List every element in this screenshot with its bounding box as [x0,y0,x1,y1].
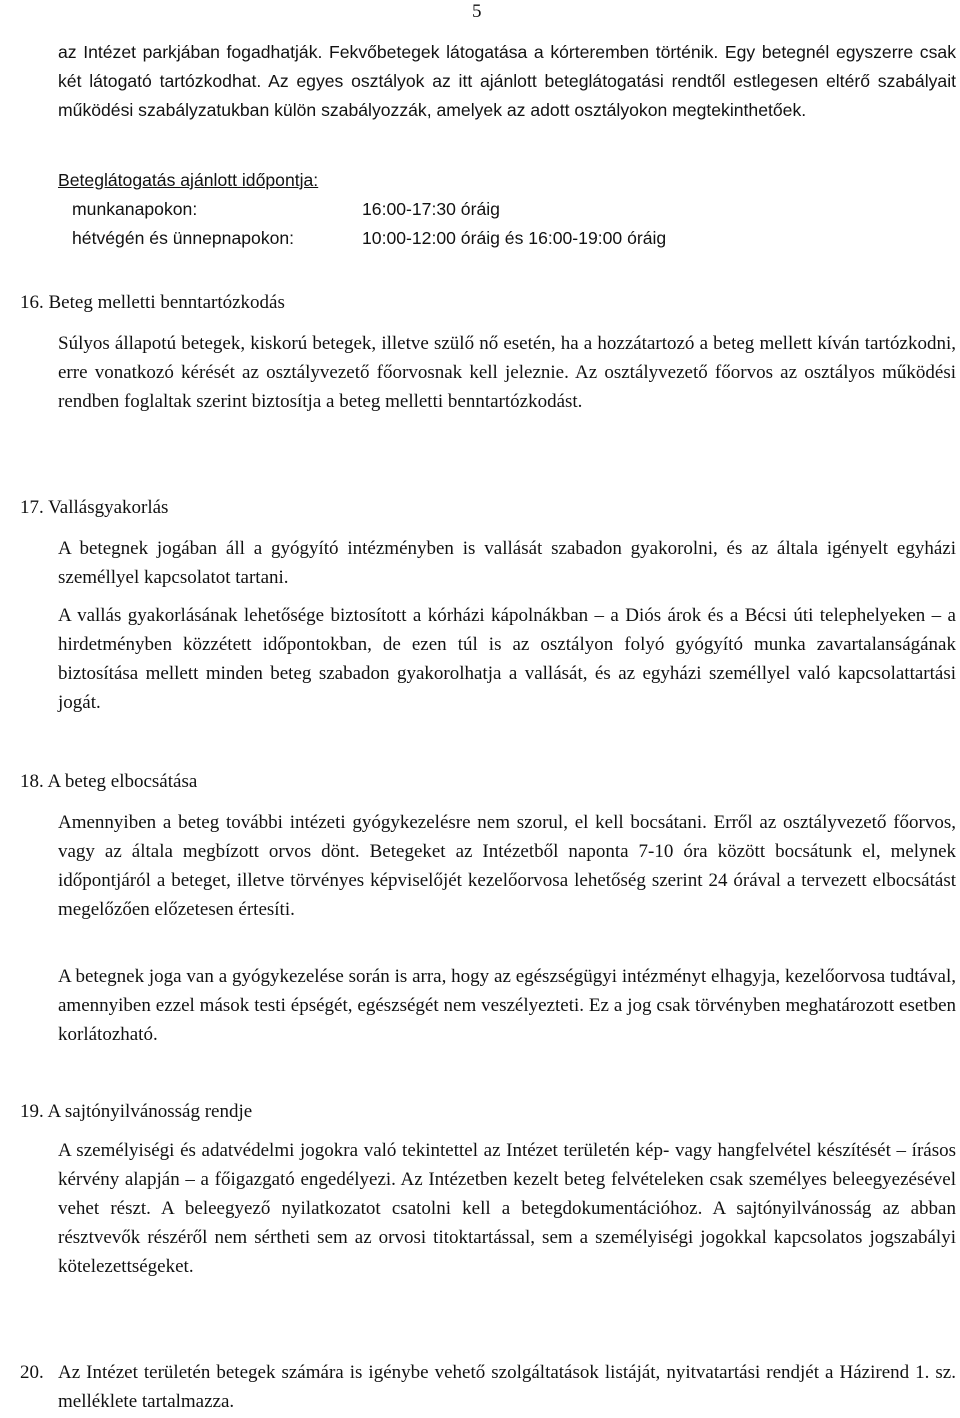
section-heading-18: 18. A beteg elbocsátása [20,771,198,792]
section-number-20: 20. [20,1362,44,1383]
visiting-label: munkanapokon: [72,199,198,219]
visiting-time: 16:00-17:30 óráig [362,199,500,219]
section-19-paragraph: A személyiségi és adatvédelmi jogokra való tekintettel az Intézet területén kép- vagy hangfelvétel készítését – írásos kérvény alapján – a főigazgató engedélyezi. Az Intézetben kezelt beteg felvételeken csak személyes beleegyezésével vehet részt. A beleegyező nyilatkozatot csatolni kell a betegdokumentációhoz. A sajtónyilvánosság az abban résztvevők részéről nem sértheti sem az orvosi titoktartással, sem a személyiségi jogokkal kapcsolatos jogszabályi kötelezettségeket. [58,1140,956,1277]
section-17-paragraph-2: A vallás gyakorlásának lehetősége biztosított a kórházi kápolnákban – a Diós árok és a Bécsi úti telephelyeken – a hirdetményben közzétett időpontokban, de ezen túl is az osztályon folyó gyógyító munka zavartalanságának biztosítása mellett minden beteg szabadon gyakorolhatja a vallását, és az egyházi személlyel való kapcsolattartási jogát. [58,605,956,713]
section-16-paragraph: Súlyos állapotú betegek, kiskorú betegek, illetve szülő nő esetén, ha a hozzátartozó a beteg mellett kíván tartózkodni, erre vonatkozó kérését az osztályvezető főorvosnak kell jeleznie. Az osztályvezető főorvos az osztályos működési rendben foglaltak szerint biztosítja a beteg melletti benntartózkodást. [58,333,956,412]
visiting-label: hétvégén és ünnepnapokon: [72,228,295,248]
section-heading-19: 19. A sajtónyilvánosság rendje [20,1101,253,1122]
section-18-paragraph-2: A betegnek joga van a gyógykezelése során is arra, hogy az egészségügyi intézményt elhagyja, kezelőorvosa tudtával, amennyiben ezzel mások testi épségét, egészségét nem veszélyezteti. Ez a jog csak törvényben meghatározott esetben korlátozható. [58,966,956,1045]
section-18-paragraph-1: Amennyiben a beteg további intézeti gyógykezelésre nem szorul, el kell bocsátani. Erről az osztályvezető főorvos, vagy az általa megbízott orvos dönt. Betegeket az Intézetből naponta 7-10 óra között bocsátunk el, melynek időpontjáról a beteget, illetve törvényes képviselőjét kezelőorvosa lehetőség szerint 24 órával a tervezett elbocsátást megelőzően előzetesen értesíti. [58,812,956,920]
section-17-paragraph-1: A betegnek jogában áll a gyógyító intézményben is vallását szabadon gyakorolni, és az általa igényelt egyházi személlyel kapcsolatot tartani. [58,538,956,588]
section-20-paragraph: Az Intézet területén betegek számára is igénybe vehető szolgáltatások listáját, nyitvatartási rendjét a Házirend 1. sz. melléklete tartalmazza. [58,1362,956,1412]
visiting-row-weekdays [58,195,956,224]
section-heading-17: 17. Vallásgyakorlás [20,497,169,518]
visiting-hours [58,166,956,253]
visiting-hours-title: Beteglátogatás ajánlott időpontja: [58,170,319,190]
section-heading-16: 16. Beteg melletti benntartózkodás [20,292,285,313]
visiting-row-weekends [58,224,956,253]
visiting-time: 10:00-12:00 óráig és 16:00-19:00 óráig [362,228,667,248]
page-number: 5 [472,1,482,22]
intro-paragraph: az Intézet parkjában fogadhatják. Fekvőbetegek látogatása a kórteremben történik. Egy betegnél egyszerre csak két látogató tartózkodhat. Az egyes osztályok az itt ajánlott beteglátogatási rendtől estlegesen eltérő szabályait működési szabályzatukban külön szabályozzák, amelyek az adott osztályokon megtekinthetőek. [58,42,956,120]
